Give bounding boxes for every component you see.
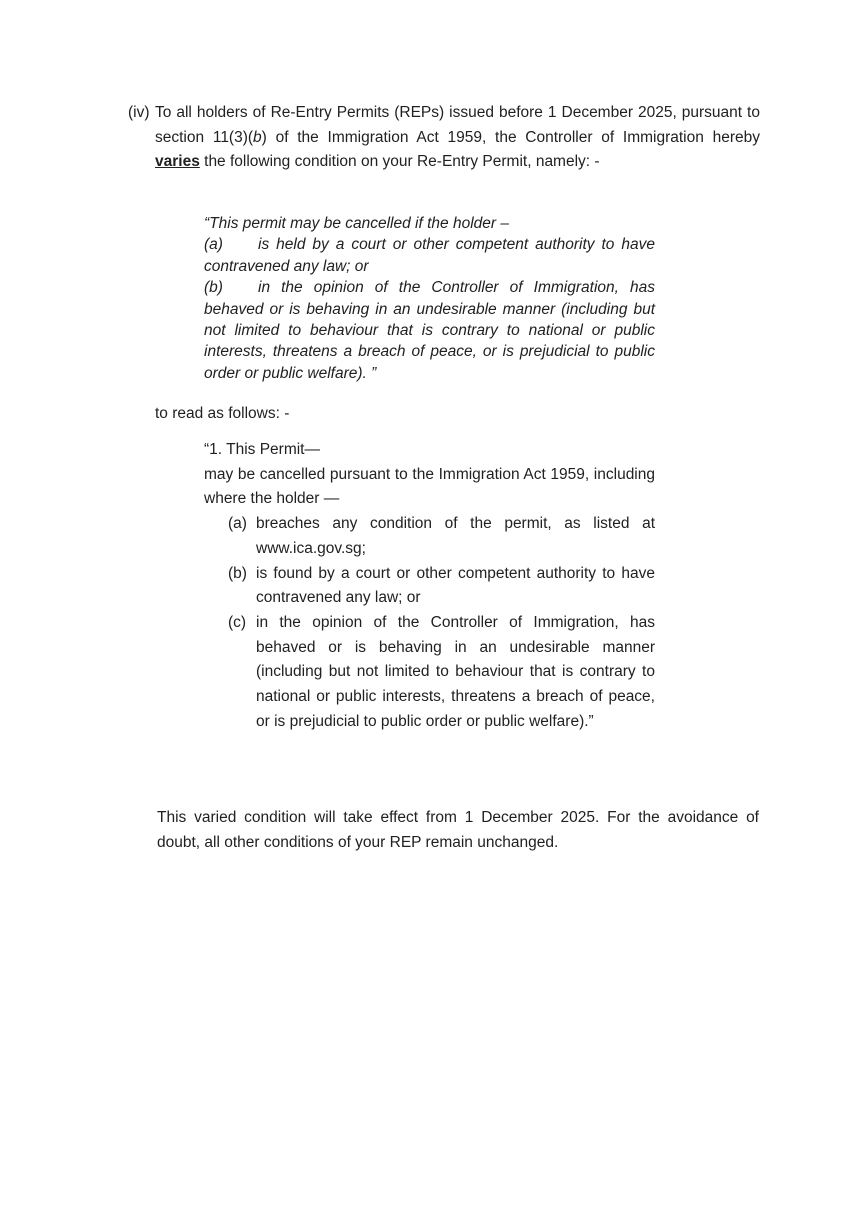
varied-condition-intro: “1. This Permit— [204,441,320,458]
paragraph-iv-text [155,101,760,175]
condition-list-item-b [228,562,655,611]
original-condition-item-b [204,277,655,384]
paragraph-marker: (iv) [128,104,150,121]
list-item-b-text: is found by a court or other competent authority to have contravened any law; or [256,564,655,607]
condition-list [228,512,655,734]
paragraph-iv-mid: ) of the Immigration Act 1959, the Controller of Immigration hereby [261,128,760,146]
condition-list-item-a [228,512,655,561]
paragraph-iv-tail: the following condition on your Re-Entry Permit, namely: - [199,153,600,171]
item-a-text: is held by a court or other competent authority to have contravened any law; or [204,236,655,275]
list-item-a-marker: (a) [228,515,247,533]
read-as-follows-line: to read as follows: - [155,405,290,422]
item-b-marker: (b) [204,279,223,297]
closing-paragraph: This varied condition will take effect from 1 December 2025. For the avoidance of doubt, all other conditions of your REP remain unchanged. [157,809,759,851]
list-item-a-text: breaches any condition of the permit, as listed at www.ica.gov.sg; [256,515,655,557]
original-condition-quote [204,213,655,384]
original-condition-item-a [204,234,655,277]
condition-list-item-c [228,611,655,735]
varied-condition-quote [204,438,655,734]
subsection-letter: b [253,128,262,146]
varied-condition-body: may be cancelled pursuant to the Immigration Act 1959, including where the holder — [204,465,655,508]
notice-paragraph-iv [128,101,760,175]
list-item-c-text: in the opinion of the Controller of Immigration, has behaved or is behaving in an undesirable manner (including but not limited to behaviour that is contrary to national or public interests, threatens a breach of peace, or is prejudicial to public order or public welfare).” [256,613,655,730]
paragraph-iv-lead: To all holders of Re-Entry Permits (REPs) issued before 1 December 2025, pursuant to section 11(3)( [155,104,760,146]
varies-emphasis: varies [155,153,200,171]
original-condition-intro: “This permit may be cancelled if the holder – [204,215,509,232]
item-b-text: in the opinion of the Controller of Immigration, has behaved or is behaving in an undesirable manner (including but not limited to behaviour that is contrary to national or public interests, threatens a breach of peace, or is prejudicial to public order or public welfare). ” [204,279,655,382]
item-a-marker: (a) [204,236,223,254]
list-item-c-marker: (c) [228,613,247,631]
list-item-b-marker: (b) [228,564,247,582]
